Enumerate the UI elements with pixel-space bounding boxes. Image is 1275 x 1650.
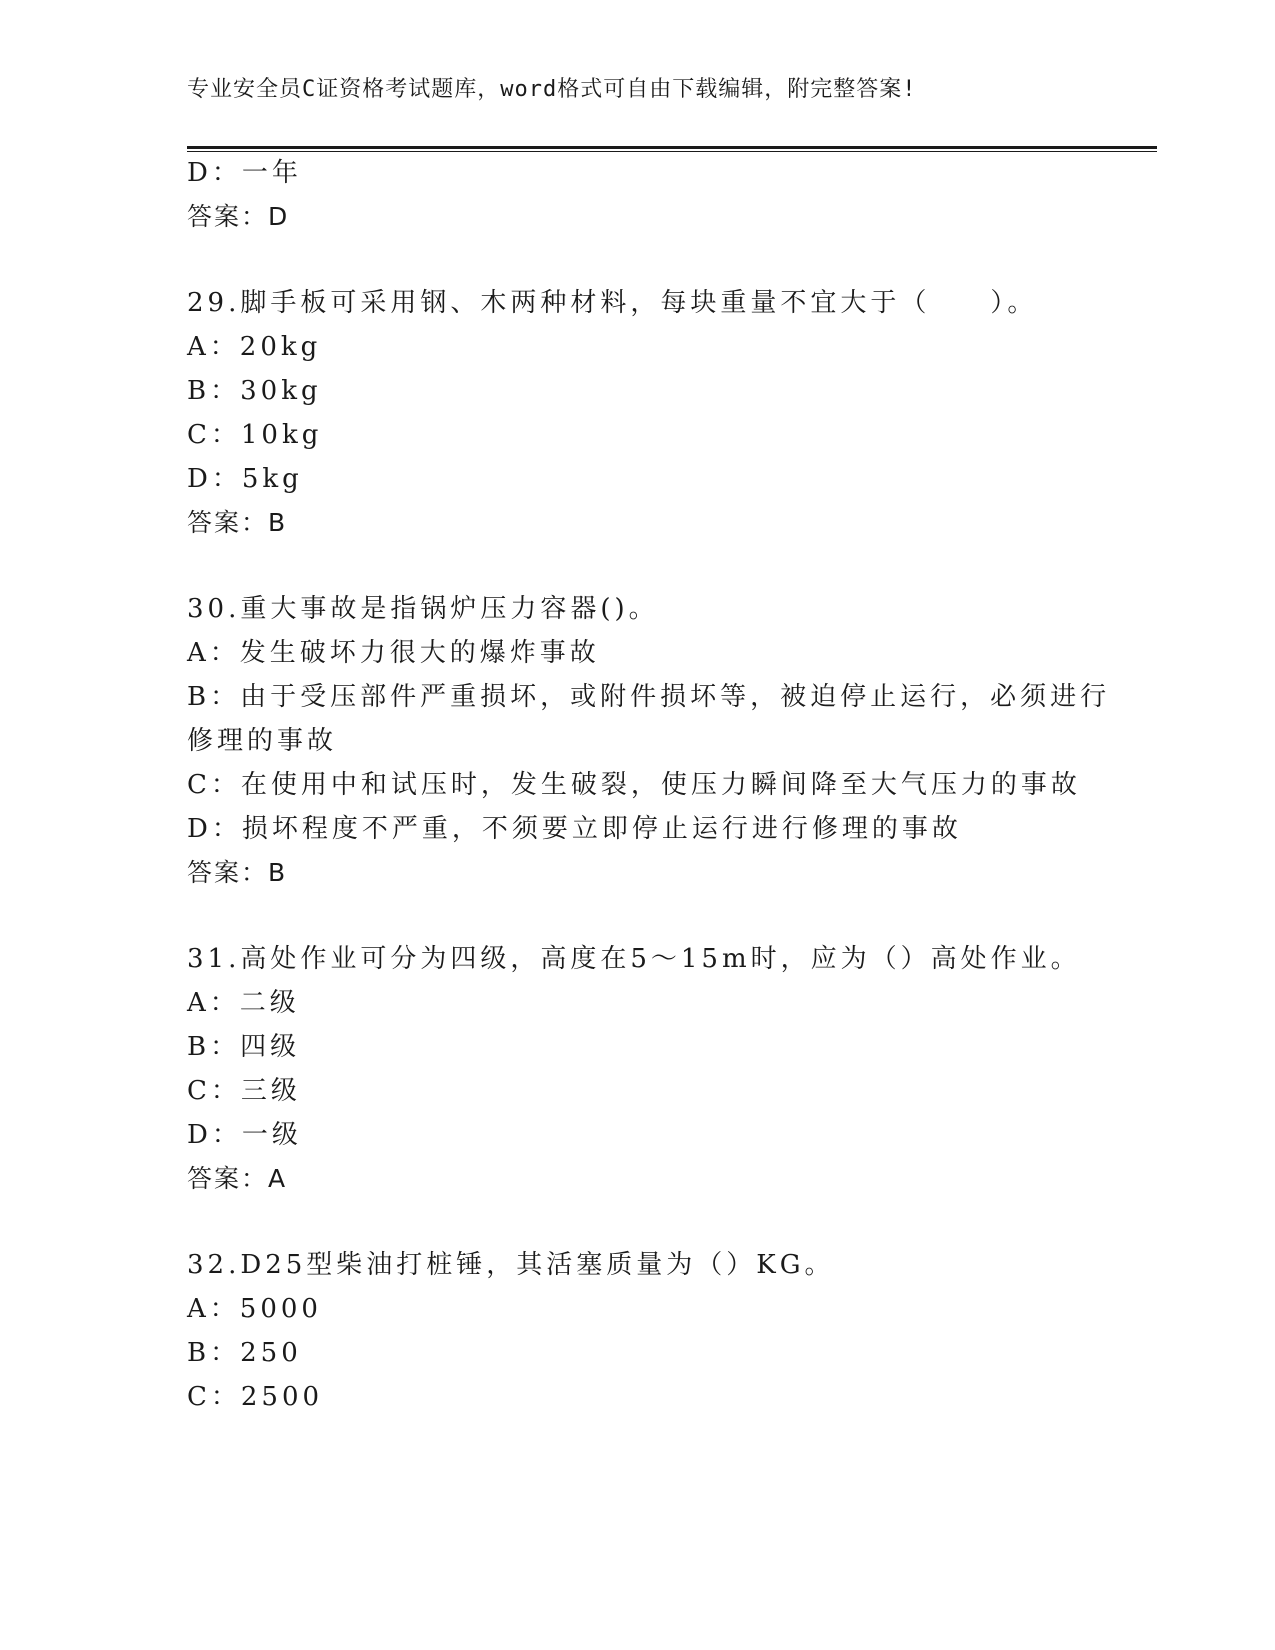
answer-q29: 答案：B bbox=[187, 508, 288, 537]
option-d-q28: D：一年 bbox=[187, 158, 302, 188]
question-31: 31.高处作业可分为四级，高度在5～15m时，应为（）高处作业。 bbox=[187, 944, 1081, 974]
question-29: 29.脚手板可采用钢、木两种材料，每块重量不宜大于（ ）。 bbox=[187, 288, 1038, 318]
option-b-q32: B：250 bbox=[187, 1338, 302, 1368]
answer-q28: 答案：D bbox=[187, 202, 290, 231]
answer-q31: 答案：A bbox=[187, 1164, 288, 1193]
question-30: 30.重大事故是指锅炉压力容器()。 bbox=[187, 594, 659, 624]
option-a-q31: A：二级 bbox=[187, 988, 300, 1018]
option-d-q31: D：一级 bbox=[187, 1120, 302, 1150]
answer-q30: 答案：B bbox=[187, 858, 288, 887]
option-c-q29: C：10kg bbox=[187, 420, 323, 450]
option-a-q30: A：发生破坏力很大的爆炸事故 bbox=[187, 638, 600, 668]
option-a-q29: A：20kg bbox=[187, 332, 322, 362]
header-text: 专业安全员C证资格考试题库，word格式可自由下载编辑，附完整答案! bbox=[187, 77, 917, 102]
option-c-q32: C：2500 bbox=[187, 1382, 324, 1412]
option-a-q32: A：5000 bbox=[187, 1294, 322, 1324]
header-rule-thin bbox=[187, 151, 1157, 152]
option-b-q30-continued: 修理的事故 bbox=[187, 726, 338, 756]
header-rule-thick bbox=[187, 146, 1157, 149]
option-b-q29: B：30kg bbox=[187, 376, 322, 406]
option-c-q31: C：三级 bbox=[187, 1076, 301, 1106]
option-b-q31: B：四级 bbox=[187, 1032, 301, 1062]
option-c-q30: C：在使用中和试压时，发生破裂，使压力瞬间降至大气压力的事故 bbox=[187, 770, 1081, 800]
option-d-q29: D：5kg bbox=[187, 464, 303, 494]
question-32: 32.D25型柴油打桩锤，其活塞质量为（）KG。 bbox=[187, 1250, 835, 1280]
option-b-q30: B：由于受压部件严重损坏，或附件损坏等，被迫停止运行，必须进行 bbox=[187, 682, 1111, 712]
option-d-q30: D：损坏程度不严重，不须要立即停止运行进行修理的事故 bbox=[187, 814, 962, 844]
